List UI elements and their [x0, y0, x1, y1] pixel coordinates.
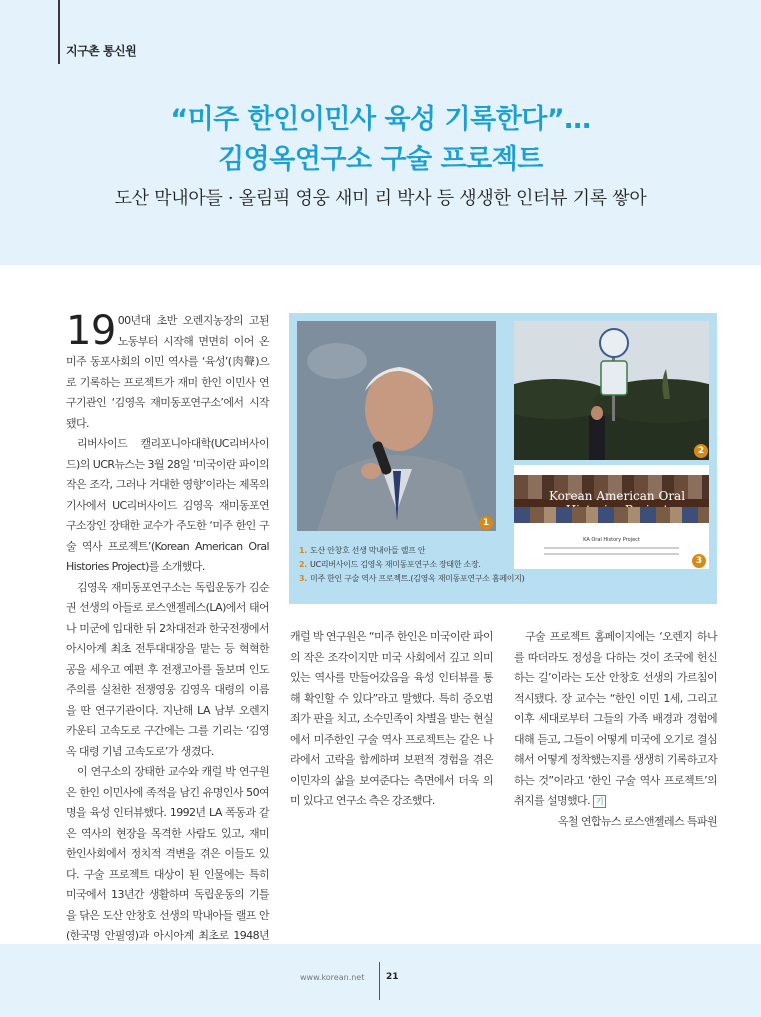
- headline-line-2: 김영옥연구소 구술 프로젝트: [218, 144, 543, 175]
- photo-website: [514, 465, 709, 569]
- byline: 옥철 연합뉴스 로스앤젤레스 특파원: [557, 814, 717, 828]
- photo-number-badge: 1: [479, 516, 493, 530]
- section-rule: [58, 0, 60, 64]
- headline-line-1: “미주 한인이민사 육성 기록한다”…: [170, 104, 591, 135]
- photo-number-badge: 2: [694, 444, 708, 458]
- paragraph: 구술 프로젝트 홈페이지에는 ‘오렌지 하나를 따더라도 정성을 다하는 것이 조국에 헌신하는 길’이라는 도산 안창호 선생의 가르침이 적시됐다. 장 교수는 “한인 이민 1세, 그리고 이후 세대로부터 그들의 가족 배경과 경험에 대해 듣고, 그들이 어떻게 미국에 오기로 결심해서 어떻게 정착했는지를 생생히 기록하고자 하는 것”이라고 ‘한인 구술 역사 프로젝트’의 취지를 설명했다. 기: [514, 630, 717, 807]
- end-mark-icon: 기: [593, 795, 606, 808]
- website-text-line: [544, 547, 679, 549]
- portrait-illustration: [297, 321, 496, 531]
- headline: [0, 100, 761, 180]
- photo-captions: [299, 544, 525, 586]
- sign-illustration: [514, 321, 709, 460]
- photo-ralph-ahn: [297, 321, 496, 531]
- paragraph-text: 00년대 초반 오렌지농장의 고된 노동부터 시작해 면면히 이어 온 미주 동포사회의 이민 역사를 ‘육성’(肉聲)으로 기록하는 프로젝트가 재미 한인 이민사 연구기관인 ‘김영옥 재미동포연구소’에서 시작됐다.: [66, 314, 269, 430]
- paragraph: 김영옥 재미동포연구소는 독립운동가 김순권 선생의 아들로 로스앤젤레스(LA)에서 태어나 미군에 입대한 뒤 2차대전과 한국전쟁에서 아시아계 최초 전투대대장을 맡는 등 혁혁한 공을 세우고 예편 후 전쟁고아를 돌보며 인도주의를 실천한 전쟁영웅 김영옥 대령의 이름을 딴 연구기관이다. 지난해 LA 남부 오렌지카운티 고속도로 구간에는 그를 기리는 ‘김영옥 대령 기념 고속도로’가 생겼다.: [66, 580, 269, 758]
- website-heading: KA Oral History Project: [583, 537, 640, 543]
- caption-1: 1. 도산 안창호 선생 막내아들 랠프 안: [299, 546, 426, 555]
- paragraph: 리버사이드 캘리포니아대학(UC리버사이드)의 UCR뉴스는 3월 28일 ‘미국이란 파이의 작은 조각, 그러나 거대한 영향’이라는 제목의 기사에서 UC리버사이드 김영옥 재미동포연구소장인 장태한 교수가 주도한 ‘미주 한인 구술 역사 프로젝트’(Korean American Oral Histories Project)를 소개했다.: [66, 437, 269, 573]
- photo-sign: [514, 321, 709, 460]
- website-text-line: [544, 553, 679, 555]
- caption-3: 3. 미주 한인 구술 역사 프로젝트.(김영옥 재미동포연구소 홈페이지): [299, 574, 525, 583]
- website-banner: [514, 475, 709, 523]
- article-column-3: [514, 627, 717, 832]
- subheadline: 도산 막내아들 · 올림픽 영웅 새미 리 박사 등 생생한 인터뷰 기록 쌓아: [114, 188, 647, 209]
- dropcap: 19: [66, 308, 116, 354]
- footer-band: [0, 944, 761, 1017]
- article-column-2: [290, 627, 493, 812]
- section-label: 지구촌 통신원: [66, 44, 137, 58]
- article-column-1: [66, 308, 269, 1008]
- footer-divider: [379, 962, 380, 1000]
- paragraph: [66, 308, 269, 434]
- caption-2: 2. UC리버사이드 김영옥 재미동포연구소 장태한 소장.: [299, 560, 481, 569]
- paragraph: 캐럴 박 연구원은 “미주 한인은 미국이란 파이의 작은 조각이지만 미국 사회에서 깊고 의미 있는 역사를 만들어갔음을 육성 인터뷰를 통해 확인할 수 있다”라고 말했다. 특히 증오범죄가 판을 치고, 소수민족이 차별을 받는 현실에서 미주한인 구술 역사 프로젝트는 같은 나라에서 고락을 함께하며 보편적 경험을 겪은 이민자의 삶을 보여준다는 측면에서 더욱 의미 있다고 연구소 측은 강조했다.: [290, 630, 493, 807]
- footer-url[interactable]: www.korean.net: [300, 973, 365, 982]
- page-number: 21: [386, 972, 399, 982]
- paragraph: 이 연구소의 장태한 교수와 캐럴 박 연구원은 한인 이민사에 족적을 남긴 유명인사 50여 명을 육성 인터뷰했다. 1992년 LA 폭동과 같은 역사의 현장을 목격한 사람도 있고, 재미 한인사회에서 정치적 격변을 겪은 이들도 있다. 구술 프로젝트 대상이 된 인물에는 특히 미국에서 13년간 생활하며 독립운동의 기틀을 닦은 도산 안창호 선생의 막내아들 랠프 안(한국명 안필영)과 아시아계 최초로 1948년: [66, 765, 269, 942]
- banner-title: Korean American Oral: [548, 489, 686, 503]
- banner-photos-bottom: [514, 507, 709, 523]
- photo-panel: [289, 313, 717, 604]
- photo-number-badge: 3: [692, 554, 706, 568]
